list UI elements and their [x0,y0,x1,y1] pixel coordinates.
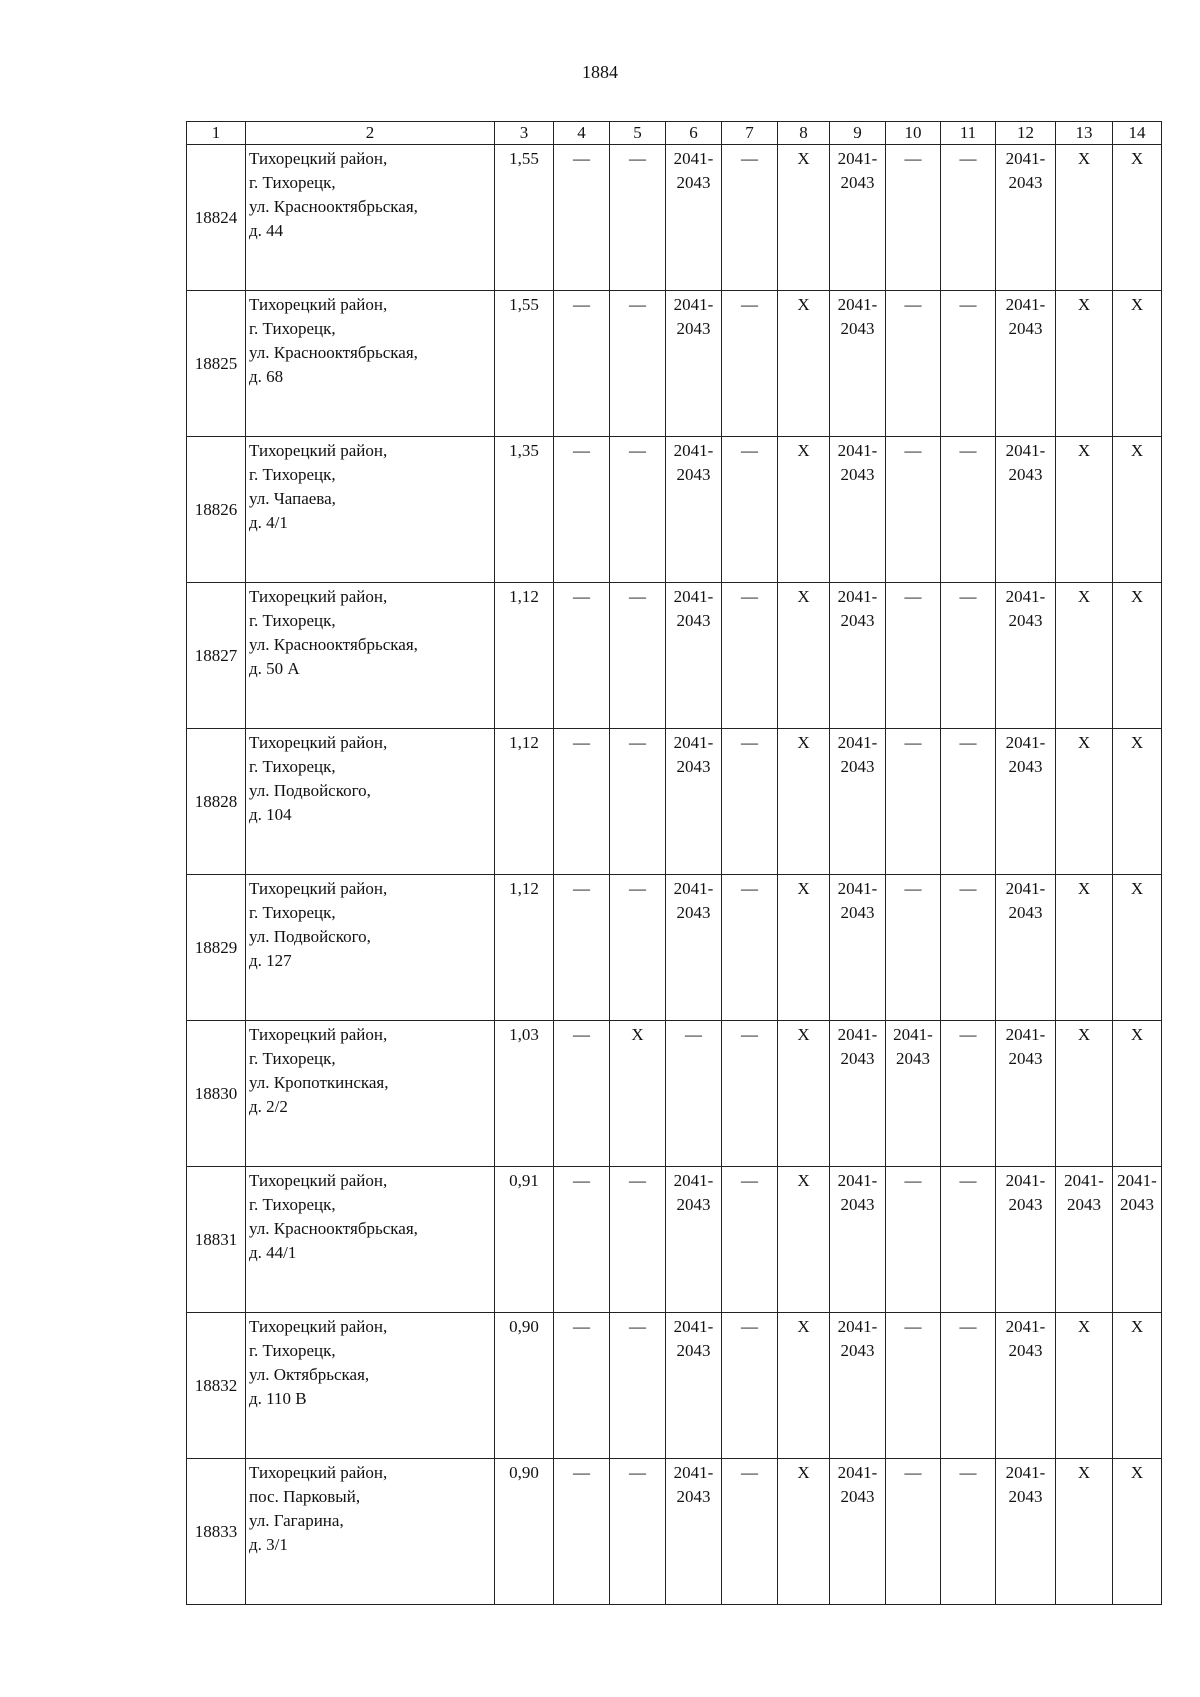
column-header: 3 [495,122,554,145]
year-range-cell [666,875,722,1021]
year-range-line: 2043 [840,319,875,338]
year-range-line: 2041- [837,1025,878,1044]
year-range-cell [830,1459,886,1605]
year-range-line: 2043 [840,1195,875,1214]
year-range-line: 2041- [673,879,714,898]
year-range-cell [666,145,722,291]
x-mark-cell: X [778,291,830,437]
address-line: д. 3/1 [249,1535,288,1554]
row-number-cell: 18828 [187,729,246,875]
dash-cell: — [941,437,996,583]
column-header: 12 [996,122,1056,145]
year-range-cell [666,1167,722,1313]
dash-cell: — [610,583,666,729]
address-line: г. Тихорецк, [249,465,336,484]
dash-cell: — [554,583,610,729]
address-line: д. 2/2 [249,1097,288,1116]
year-range-cell [830,437,886,583]
column-header: 11 [941,122,996,145]
address-line: ул. Кропоткинская, [249,1073,389,1092]
year-range-cell [996,291,1056,437]
year-range-line: 2043 [1008,903,1043,922]
x-mark-cell: X [778,145,830,291]
dash-cell: — [610,291,666,437]
year-range-line: 2043 [840,465,875,484]
x-mark-cell: X [1056,437,1113,583]
year-range-line: 2043 [676,1341,711,1360]
year-range-cell [830,1021,886,1167]
year-range-cell [830,291,886,437]
year-range-line: 2043 [1008,319,1043,338]
area-cell: 0,91 [495,1167,554,1313]
dash-cell: — [554,1459,610,1605]
table-row [187,1459,1162,1605]
address-line: г. Тихорецк, [249,757,336,776]
year-range-cell [666,1459,722,1605]
area-cell: 1,55 [495,291,554,437]
area-cell: 1,12 [495,583,554,729]
address-cell [246,1313,495,1459]
address-line: ул. Подвойского, [249,927,371,946]
year-range-cell [996,1313,1056,1459]
dash-cell: — [886,875,941,1021]
column-header: 13 [1056,122,1113,145]
year-range-cell [1056,1167,1113,1313]
dash-cell: — [610,437,666,583]
year-range-line: 2041- [1005,1025,1046,1044]
dash-cell: — [554,875,610,1021]
dash-cell: — [941,583,996,729]
row-number-cell: 18833 [187,1459,246,1605]
year-range-line: 2043 [676,1487,711,1506]
year-range-cell [666,729,722,875]
table-row [187,145,1162,291]
year-range-line: 2043 [676,1195,711,1214]
x-mark-cell: X [1056,145,1113,291]
dash-cell: — [941,145,996,291]
year-range-line: 2043 [1008,465,1043,484]
year-range-line: 2041- [837,441,878,460]
year-range-cell [830,1167,886,1313]
x-mark-cell: X [778,1167,830,1313]
address-line: д. 127 [249,951,292,970]
year-range-line: 2043 [840,1341,875,1360]
year-range-line: 2043 [676,903,711,922]
column-header: 4 [554,122,610,145]
year-range-line: 2041- [1005,295,1046,314]
year-range-line: 2041- [673,587,714,606]
column-header: 9 [830,122,886,145]
address-line: Тихорецкий район, [249,1171,388,1190]
row-number-cell: 18826 [187,437,246,583]
year-range-line: 2041- [673,1171,714,1190]
address-line: ул. Октябрьская, [249,1365,370,1384]
address-line: ул. Краснооктябрьская, [249,635,418,654]
address-line: ул. Гагарина, [249,1511,344,1530]
year-range-line: 2041- [837,295,878,314]
dash-cell: — [886,729,941,875]
dash-cell: — [722,729,778,875]
year-range-line: 2041- [837,1171,878,1190]
address-cell [246,1459,495,1605]
area-cell: 0,90 [495,1459,554,1605]
dash-cell: — [941,291,996,437]
registry-table [186,121,1162,1605]
year-range-line: 2041- [1005,587,1046,606]
dash-cell: — [941,1167,996,1313]
dash-cell: — [554,1021,610,1167]
x-mark-cell: X [1113,1459,1162,1605]
year-range-line: 2043 [1008,1341,1043,1360]
header-row [187,122,1162,145]
table-row [187,875,1162,1021]
dash-cell: — [941,1021,996,1167]
address-line: г. Тихорецк, [249,1341,336,1360]
year-range-line: 2041- [837,733,878,752]
address-line: д. 104 [249,805,292,824]
year-range-line: 2043 [676,757,711,776]
year-range-cell [666,583,722,729]
year-range-line: 2041- [673,295,714,314]
address-line: ул. Краснооктябрьская, [249,1219,418,1238]
year-range-line: 2043 [840,1049,875,1068]
x-mark-cell: X [1113,1021,1162,1167]
year-range-line: 2043 [1008,1049,1043,1068]
year-range-line: 2041- [673,1317,714,1336]
year-range-cell [996,1459,1056,1605]
dash-cell: — [886,583,941,729]
address-cell [246,729,495,875]
dash-cell: — [722,1313,778,1459]
year-range-line: 2041- [1005,149,1046,168]
year-range-line: 2043 [840,757,875,776]
x-mark-cell: X [778,437,830,583]
x-mark-cell: X [1056,291,1113,437]
address-line: д. 68 [249,367,284,386]
x-mark-cell: X [1056,875,1113,1021]
x-mark-cell: X [1113,145,1162,291]
table-row [187,1313,1162,1459]
dash-cell: — [554,1167,610,1313]
dash-cell: — [722,145,778,291]
year-range-line: 2041- [1005,733,1046,752]
year-range-line: 2041- [1005,879,1046,898]
dash-cell: — [722,437,778,583]
address-line: Тихорецкий район, [249,733,388,752]
address-line: пос. Парковый, [249,1487,361,1506]
address-line: г. Тихорецк, [249,1195,336,1214]
column-header: 7 [722,122,778,145]
x-mark-cell: X [610,1021,666,1167]
address-line: д. 50 А [249,659,300,678]
address-cell [246,1021,495,1167]
x-mark-cell: X [778,1021,830,1167]
address-cell [246,145,495,291]
x-mark-cell: X [1056,1021,1113,1167]
year-range-line: 2043 [840,903,875,922]
year-range-cell [996,1167,1056,1313]
dash-cell: — [941,1459,996,1605]
row-number-cell: 18829 [187,875,246,1021]
address-line: Тихорецкий район, [249,587,388,606]
table-row [187,1167,1162,1313]
address-cell [246,291,495,437]
year-range-line: 2043 [676,611,711,630]
year-range-line: 2043 [840,1487,875,1506]
dash-cell: — [610,1167,666,1313]
dash-cell: — [554,145,610,291]
area-cell: 1,12 [495,729,554,875]
dash-cell: — [610,1313,666,1459]
year-range-line: 2043 [1008,1195,1043,1214]
year-range-line: 2041- [837,1317,878,1336]
column-header: 6 [666,122,722,145]
address-line: г. Тихорецк, [249,903,336,922]
address-line: Тихорецкий район, [249,1025,388,1044]
x-mark-cell: X [1113,1313,1162,1459]
year-range-cell [830,729,886,875]
table-row [187,729,1162,875]
area-cell: 1,35 [495,437,554,583]
year-range-line: 2041- [1117,1171,1157,1190]
year-range-line: 2043 [1067,1195,1101,1214]
column-header: 5 [610,122,666,145]
dash-cell: — [886,1459,941,1605]
column-header: 10 [886,122,941,145]
x-mark-cell: X [1056,583,1113,729]
year-range-line: 2043 [840,173,875,192]
year-range-line: 2041- [893,1025,933,1044]
year-range-line: 2043 [1120,1195,1154,1214]
year-range-line: 2041- [1005,1171,1046,1190]
address-line: д. 44/1 [249,1243,297,1262]
year-range-cell [666,1313,722,1459]
table-row [187,1021,1162,1167]
x-mark-cell: X [1113,729,1162,875]
year-range-line: 2043 [1008,611,1043,630]
year-range-line: 2041- [837,1463,878,1482]
year-range-cell [996,583,1056,729]
address-line: ул. Краснооктябрьская, [249,343,418,362]
year-range-line: 2041- [837,879,878,898]
year-range-line: 2043 [676,319,711,338]
dash-cell: — [554,1313,610,1459]
year-range-cell [830,1313,886,1459]
dash-cell: — [886,291,941,437]
year-range-line: 2041- [673,733,714,752]
year-range-line: 2043 [1008,173,1043,192]
year-range-line: 2041- [673,149,714,168]
page-number: 1884 [582,62,618,82]
dash-cell: — [554,291,610,437]
address-line: ул. Подвойского, [249,781,371,800]
year-range-cell [996,1021,1056,1167]
address-line: д. 110 В [249,1389,307,1408]
table-row [187,437,1162,583]
dash-cell: — [722,1021,778,1167]
year-range-cell [666,437,722,583]
dash-cell: — [554,729,610,875]
dash-cell: — [610,1459,666,1605]
year-range-line: 2041- [1064,1171,1104,1190]
dash-cell: — [722,1167,778,1313]
address-line: г. Тихорецк, [249,319,336,338]
year-range-line: 2041- [837,149,878,168]
dash-cell: — [886,1167,941,1313]
year-range-cell [830,875,886,1021]
dash-cell: — [941,1313,996,1459]
dash-cell: — [722,1459,778,1605]
address-line: г. Тихорецк, [249,611,336,630]
year-range-line: 2041- [1005,1317,1046,1336]
address-line: Тихорецкий район, [249,1317,388,1336]
year-range-cell [996,729,1056,875]
year-range-line: 2043 [1008,1487,1043,1506]
area-cell: 1,55 [495,145,554,291]
dash-cell: — [886,437,941,583]
area-cell: 1,03 [495,1021,554,1167]
year-range-line: 2041- [837,587,878,606]
year-range-cell [830,583,886,729]
year-range-cell [886,1021,941,1167]
year-range-line: 2043 [676,465,711,484]
address-cell [246,437,495,583]
address-line: ул. Краснооктябрьская, [249,197,418,216]
dash-cell: — [941,875,996,1021]
x-mark-cell: X [778,1459,830,1605]
address-cell [246,875,495,1021]
year-range-line: 2043 [676,173,711,192]
address-line: г. Тихорецк, [249,1049,336,1068]
x-mark-cell: X [778,1313,830,1459]
x-mark-cell: X [1113,875,1162,1021]
year-range-line: 2043 [896,1049,930,1068]
column-header: 14 [1113,122,1162,145]
area-cell: 1,12 [495,875,554,1021]
year-range-cell [666,291,722,437]
address-line: г. Тихорецк, [249,173,336,192]
year-range-line: 2041- [673,1463,714,1482]
address-line: Тихорецкий район, [249,1463,388,1482]
x-mark-cell: X [1113,291,1162,437]
address-line: ул. Чапаева, [249,489,336,508]
x-mark-cell: X [1113,583,1162,729]
x-mark-cell: X [778,729,830,875]
year-range-line: 2041- [1005,1463,1046,1482]
address-line: д. 4/1 [249,513,288,532]
area-cell: 0,90 [495,1313,554,1459]
x-mark-cell: X [778,583,830,729]
dash-cell: — [554,437,610,583]
dash-cell: — [941,729,996,875]
x-mark-cell: X [1056,1313,1113,1459]
address-cell [246,583,495,729]
year-range-cell [830,145,886,291]
column-header: 1 [187,122,246,145]
year-range-line: 2041- [673,441,714,460]
address-line: Тихорецкий район, [249,149,388,168]
dash-cell: — [722,583,778,729]
row-number-cell: 18825 [187,291,246,437]
dash-cell: — [610,875,666,1021]
x-mark-cell: X [778,875,830,1021]
dash-cell: — [610,729,666,875]
row-number-cell: 18832 [187,1313,246,1459]
x-mark-cell: X [1056,1459,1113,1605]
column-header: 8 [778,122,830,145]
dash-cell: — [886,1313,941,1459]
row-number-cell: 18824 [187,145,246,291]
year-range-cell [996,875,1056,1021]
address-line: Тихорецкий район, [249,441,388,460]
year-range-cell [996,437,1056,583]
dash-cell: — [722,875,778,1021]
address-line: д. 44 [249,221,284,240]
row-number-cell: 18830 [187,1021,246,1167]
x-mark-cell: X [1113,437,1162,583]
row-number-cell: 18831 [187,1167,246,1313]
year-range-cell [996,145,1056,291]
table-row [187,291,1162,437]
year-range-line: 2041- [1005,441,1046,460]
row-number-cell: 18827 [187,583,246,729]
year-range-line: 2043 [840,611,875,630]
x-mark-cell: X [1056,729,1113,875]
table-row [187,583,1162,729]
column-header: 2 [246,122,495,145]
table-body [187,145,1162,1605]
dash-cell: — [722,291,778,437]
dash-cell: — [610,145,666,291]
year-range-line: 2043 [1008,757,1043,776]
year-range-cell [1113,1167,1162,1313]
address-line: Тихорецкий район, [249,879,388,898]
address-cell [246,1167,495,1313]
dash-cell: — [666,1021,722,1167]
address-line: Тихорецкий район, [249,295,388,314]
dash-cell: — [886,145,941,291]
